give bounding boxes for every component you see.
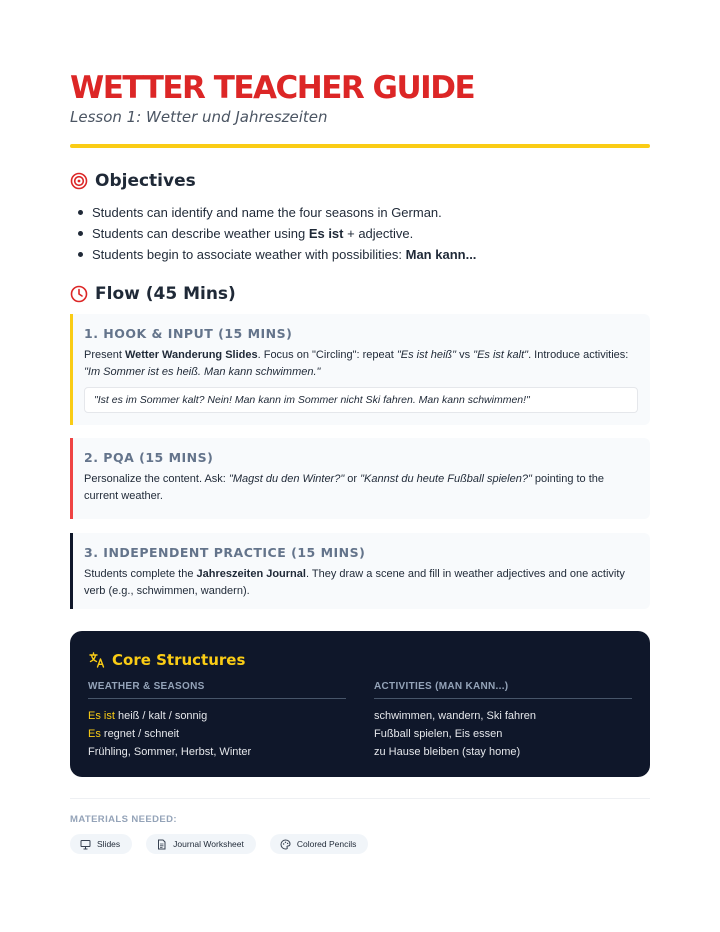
- structure-row: Frühling, Sommer, Herbst, Winter: [88, 746, 252, 758]
- objective-item: Students begin to associate weather with possibilities: Man kann...: [78, 244, 476, 265]
- structure-highlight: Es: [88, 728, 101, 740]
- flow-title: Flow (45 Mins): [95, 284, 236, 304]
- card-accent-bar: [70, 438, 73, 519]
- objective-item: Students can identify and name the four seasons in German.: [78, 202, 476, 223]
- example-quote-box: "Ist es im Sommer kalt? Nein! Man kann im Sommer nicht Ski fahren. Man kann schwimmen!": [84, 387, 638, 413]
- structure-row: Es ist heiß / kalt / sonnig: [88, 710, 208, 722]
- material-pill: [270, 834, 369, 854]
- materials-heading: MATERIALS NEEDED:: [70, 814, 177, 825]
- palette-icon: [280, 839, 291, 850]
- activities-heading: ACTIVITIES (MAN KANN...): [374, 681, 632, 699]
- card-title: 3. INDEPENDENT PRACTICE (15 MINS): [84, 545, 366, 560]
- card-body-quote: "Es ist kalt": [473, 349, 529, 361]
- weather-seasons-heading: WEATHER & SEASONS: [88, 681, 346, 699]
- objectives-heading: [70, 171, 196, 191]
- card-title: 1. HOOK & INPUT (15 MINS): [84, 326, 293, 341]
- objective-keyword: Es ist: [308, 226, 344, 241]
- card-body: Personalize the content. Ask: "Magst du den Winter?" or "Kannst du heute Fußball spielen?" pointing to the current weather.: [84, 473, 605, 502]
- structure-row: Es regnet / schneit: [88, 728, 180, 740]
- material-label: Slides: [97, 839, 121, 849]
- clock-icon: [70, 285, 88, 303]
- core-structures-title: Core Structures: [112, 651, 246, 669]
- core-structures-heading: [88, 651, 632, 669]
- material-label: Colored Pencils: [296, 839, 357, 849]
- card-body-quote: "Kannst du heute Fußball spielen?": [360, 473, 532, 485]
- activities-column: [374, 681, 632, 761]
- objectives-title: Objectives: [95, 171, 196, 191]
- monitor-icon: [80, 839, 91, 850]
- structure-row: schwimmen, wandern, Ski fahren: [374, 710, 537, 722]
- title-divider: [70, 144, 650, 148]
- card-body: Students complete the Jahreszeiten Journal. They draw a scene and fill in weather adjectives and one activity verb (e.g., schwimmen, wandern).: [84, 568, 625, 597]
- card-body: Present Wetter Wanderung Slides. Focus on "Circling": repeat "Es ist heiß" vs "Es ist kalt". Introduce activities: "Im Sommer ist es heiß. Man kann schwimmen.": [84, 349, 629, 378]
- card-body-quote: "Es ist heiß": [396, 349, 457, 361]
- translate-icon: [88, 651, 106, 669]
- core-structures-panel: [70, 631, 650, 777]
- objective-item: Students can describe weather using Es ist + adjective.: [78, 223, 476, 244]
- card-body-quote: "Magst du den Winter?": [228, 473, 345, 485]
- flow-heading: [70, 284, 236, 304]
- structure-highlight: Es ist: [88, 710, 115, 722]
- flow-card-independent-practice: [70, 533, 650, 609]
- card-accent-bar: [70, 314, 73, 425]
- card-body-bold: Jahreszeiten Journal: [196, 568, 306, 580]
- objective-keyword: Man kann...: [405, 247, 477, 262]
- card-title: 2. PQA (15 MINS): [84, 450, 214, 465]
- card-body-quote: "Im Sommer ist es heiß. Man kann schwimmen.": [84, 366, 321, 378]
- page-title: WETTER TEACHER GUIDE: [70, 70, 475, 106]
- card-accent-bar: [70, 533, 73, 609]
- document-icon: [156, 839, 167, 850]
- materials-list: [70, 834, 368, 854]
- material-pill: [146, 834, 256, 854]
- material-label: Journal Worksheet: [173, 839, 244, 849]
- target-icon: [70, 172, 88, 190]
- page-subtitle: Lesson 1: Wetter und Jahreszeiten: [70, 108, 328, 126]
- card-body-bold: Wetter Wanderung Slides: [124, 349, 258, 361]
- structure-row: Fußball spielen, Eis essen: [374, 728, 503, 740]
- footer-divider: [70, 798, 650, 799]
- objectives-list: [78, 202, 476, 265]
- weather-seasons-column: [88, 681, 346, 761]
- structure-row: zu Hause bleiben (stay home): [374, 746, 521, 758]
- material-pill: [70, 834, 132, 854]
- flow-card-pqa: [70, 438, 650, 519]
- flow-card-hook-input: [70, 314, 650, 425]
